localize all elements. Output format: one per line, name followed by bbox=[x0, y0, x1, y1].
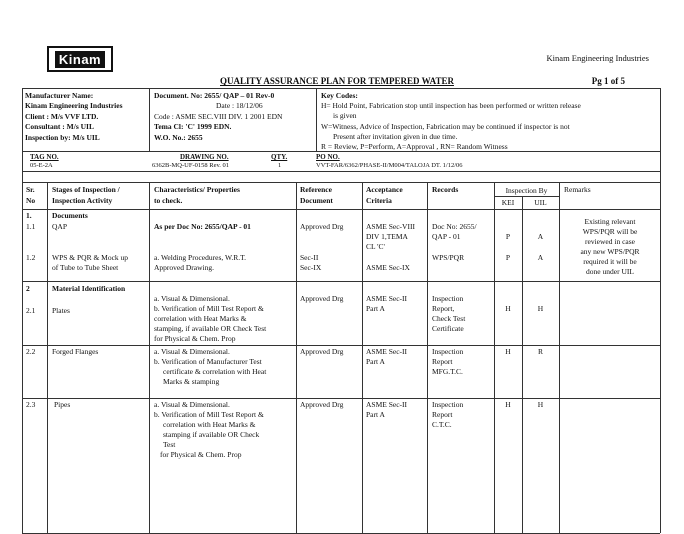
row-2-2-acceptance: Part A bbox=[366, 357, 385, 366]
row-1-1-uil: A bbox=[537, 232, 544, 241]
row-1-2-reference: Sec-II bbox=[300, 253, 319, 262]
row-1-2-stage: WPS & PQR & Mock up bbox=[52, 253, 129, 262]
row-1-2-characteristics: Approved Drawing. bbox=[154, 263, 214, 272]
manufacturer-value: Kinam Engineering Industries bbox=[25, 101, 123, 110]
row-2-3-records: C.T.C. bbox=[432, 420, 452, 429]
row-2-2-characteristics: b. Verification of Manufacturer Test bbox=[154, 357, 262, 366]
row-2-1-characteristics: for Physical & Chem. Prop bbox=[154, 334, 236, 343]
rule bbox=[149, 88, 150, 151]
col-reference: Reference bbox=[300, 185, 332, 194]
row-1-1-stage: QAP bbox=[52, 222, 68, 231]
row-1-2-uil: A bbox=[537, 253, 544, 262]
drawing-value: 6362B-MQ-UF-0158 Rev. 01 bbox=[152, 162, 230, 169]
row-1-no: 1. bbox=[26, 211, 32, 220]
rule bbox=[22, 345, 660, 346]
rule bbox=[427, 182, 428, 533]
document-title: QUALITY ASSURANCE PLAN FOR TEMPERED WATER bbox=[220, 76, 454, 86]
key-code-witness: W=Witness, Advice of Inspection, Fabrication may be continued if inspector is not bbox=[321, 122, 570, 131]
work-order: W.O. No.: 2655 bbox=[154, 133, 203, 142]
key-code-hold-cont: is given bbox=[333, 111, 357, 120]
col-acceptance: Acceptance bbox=[366, 185, 403, 194]
col-stages-2: Inspection Activity bbox=[52, 196, 113, 205]
row-2-2-uil: R bbox=[537, 347, 543, 356]
col-records: Records bbox=[432, 185, 459, 194]
drawing-label: DRAWING NO. bbox=[180, 153, 229, 161]
key-code-hold: H= Hold Point, Fabrication stop until inspection has been performed or written release bbox=[321, 101, 581, 110]
row-2-1-no: 2.1 bbox=[26, 306, 36, 315]
row-2-3-acceptance: Part A bbox=[366, 410, 385, 419]
col-characteristics: Characteristics/ Properties bbox=[154, 185, 240, 194]
row-2-3-uil: H bbox=[537, 400, 544, 409]
key-code-review: R = Review, P=Perform, A=Approval , RN= Random Witness bbox=[321, 142, 508, 151]
row-2-3-no: 2.3 bbox=[26, 400, 36, 409]
rule bbox=[149, 182, 150, 533]
row-2-1-characteristics: stamping, if available OR Check Test bbox=[154, 324, 267, 333]
row-2-1-acceptance: ASME Sec-II bbox=[366, 294, 408, 303]
row-1-2-records: WPS/PQR bbox=[432, 253, 465, 262]
row-2-1-records: Report, bbox=[432, 304, 455, 313]
client: Client : M/s VVF LTD. bbox=[25, 112, 99, 121]
row-1-1-acceptance: CL 'C' bbox=[366, 242, 385, 251]
row-2-1-stage: Plates bbox=[52, 306, 70, 315]
key-codes-label: Key Codes: bbox=[321, 91, 358, 100]
col-stages: Stages of Inspection / bbox=[52, 185, 120, 194]
remarks-text: required it will be bbox=[583, 257, 637, 266]
rule bbox=[494, 196, 559, 197]
row-1-1-acceptance: ASME Sec-VIII bbox=[366, 222, 415, 231]
row-2-3-characteristics: stamping if available OR Check bbox=[163, 430, 260, 439]
col-srno-2: No bbox=[26, 196, 36, 205]
row-1-2-characteristics: a. Welding Procedures, W.R.T. bbox=[154, 253, 247, 262]
row-2-1-reference: Approved Drg bbox=[300, 294, 344, 303]
remarks-text: reviewed in case bbox=[585, 237, 635, 246]
row-1-2-acceptance: ASME Sec-IX bbox=[366, 263, 410, 272]
row-1-1-no: 1.1 bbox=[26, 222, 36, 231]
row-1-1-reference: Approved Drg bbox=[300, 222, 344, 231]
row-2-3-stage: Pipes bbox=[54, 400, 71, 409]
rule bbox=[316, 88, 317, 151]
row-1-2-no: 1.2 bbox=[26, 253, 36, 262]
row-2-1-records: Certificate bbox=[432, 324, 464, 333]
row-2-2-characteristics: a. Visual & Dimensional. bbox=[154, 347, 230, 356]
row-2-title: Material Identification bbox=[52, 284, 126, 293]
col-characteristics-2: to check. bbox=[154, 196, 183, 205]
company-name: Kinam Engineering Industries bbox=[546, 53, 649, 63]
rule bbox=[22, 182, 660, 183]
row-1-1-acceptance: DIV 1,TEMA bbox=[366, 232, 408, 241]
row-2-2-characteristics: certificate & correlation with Heat bbox=[163, 367, 267, 376]
col-kei: KEI bbox=[501, 198, 515, 207]
page-number: Pg 1 of 5 bbox=[591, 76, 625, 86]
row-2-3-characteristics: b. Verification of Mill Test Report & bbox=[154, 410, 264, 419]
row-2-2-records: Inspection bbox=[432, 347, 464, 356]
row-2-2-kei: H bbox=[505, 347, 511, 356]
manufacturer-label: Manufacturer Name: bbox=[25, 91, 94, 100]
consultant: Consultant : M/s UIL bbox=[25, 122, 94, 131]
row-2-2-reference: Approved Drg bbox=[300, 347, 344, 356]
col-srno: Sr. bbox=[26, 185, 35, 194]
row-2-2-records: MFG.T.C. bbox=[432, 367, 463, 376]
tema-class: Tema Cl: 'C' 1999 EDN. bbox=[154, 122, 232, 131]
row-1-1-characteristics: As per Doc No: 2655/QAP - 01 bbox=[154, 222, 251, 231]
row-2-1-characteristics: correlation with Heat Marks & bbox=[154, 314, 247, 323]
row-2-3-kei: H bbox=[505, 400, 511, 409]
qty-label: QTY. bbox=[271, 153, 288, 161]
inspection-by: Inspection by: M/s UIL bbox=[25, 133, 100, 142]
rule bbox=[362, 182, 363, 533]
key-code-witness-cont: Present after invitation given in due time. bbox=[333, 132, 458, 141]
col-remarks: Remarks bbox=[564, 185, 591, 194]
rule bbox=[296, 182, 297, 533]
row-2-1-characteristics: a. Visual & Dimensional. bbox=[154, 294, 230, 303]
row-2-2-records: Report bbox=[432, 357, 453, 366]
tag-value: 05-E-2A bbox=[30, 162, 53, 169]
document-date: Date : 18/12/06 bbox=[216, 101, 263, 110]
qty-value: 1 bbox=[278, 162, 282, 169]
row-1-2-reference: Sec-IX bbox=[300, 263, 322, 272]
row-1-1-records: Doc No: 2655/ bbox=[432, 222, 477, 231]
row-2-1-kei: H bbox=[505, 304, 511, 313]
po-label: PO NO. bbox=[316, 153, 340, 161]
remarks-text: any new WPS/PQR bbox=[580, 247, 640, 256]
rule bbox=[22, 88, 660, 89]
row-2-3-characteristics: a. Visual & Dimensional. bbox=[154, 400, 230, 409]
row-2-no: 2 bbox=[26, 284, 30, 293]
document-number: Document. No: 2655/ QAP – 01 Rev-0 bbox=[154, 91, 275, 100]
row-2-1-characteristics: b. Verification of Mill Test Report & bbox=[154, 304, 264, 313]
row-2-3-characteristics: for Physical & Chem. Prop bbox=[160, 450, 242, 459]
row-2-2-characteristics: Marks & stamping bbox=[163, 377, 220, 386]
col-acceptance-2: Criteria bbox=[366, 196, 392, 205]
company-logo: Kinam bbox=[47, 46, 113, 72]
rule bbox=[22, 281, 660, 282]
row-2-1-uil: H bbox=[537, 304, 544, 313]
rule bbox=[522, 196, 523, 533]
rule bbox=[22, 398, 660, 399]
remarks-text: Existing relevant bbox=[584, 217, 636, 226]
rule bbox=[22, 171, 660, 172]
col-reference-2: Document bbox=[300, 196, 333, 205]
po-value: VVT-FAR/6362/PHASE-II/M004/TALOJA DT. 1/12/06 bbox=[316, 162, 463, 169]
row-2-3-records: Report bbox=[432, 410, 453, 419]
rule bbox=[22, 209, 660, 210]
remarks-text: WPS/PQR will be bbox=[582, 227, 638, 236]
row-2-3-characteristics: Test bbox=[163, 440, 176, 449]
row-2-3-records: Inspection bbox=[432, 400, 464, 409]
row-2-1-acceptance: Part A bbox=[366, 304, 385, 313]
row-2-3-characteristics: correlation with Heat Marks & bbox=[163, 420, 256, 429]
row-2-2-acceptance: ASME Sec-II bbox=[366, 347, 408, 356]
tag-label: TAG NO. bbox=[30, 153, 59, 161]
row-1-2-stage: of Tube to Tube Sheet bbox=[52, 263, 119, 272]
row-1-2-kei: P bbox=[505, 253, 511, 262]
row-2-1-records: Inspection bbox=[432, 294, 464, 303]
row-1-title: Documents bbox=[52, 211, 88, 220]
row-2-1-records: Check Test bbox=[432, 314, 466, 323]
row-2-2-stage: Forged Flanges bbox=[52, 347, 99, 356]
design-code: Code : ASME SEC.VIII DIV. 1 2001 EDN bbox=[154, 112, 283, 121]
col-inspection-by: Inspection By bbox=[505, 186, 548, 195]
remarks-text: done under UIL bbox=[586, 267, 634, 276]
rule bbox=[47, 182, 48, 533]
row-1-1-kei: P bbox=[505, 232, 511, 241]
row-1-1-records: QAP - 01 bbox=[432, 232, 461, 241]
row-2-3-reference: Approved Drg bbox=[300, 400, 344, 409]
col-uil: UIL bbox=[534, 198, 547, 207]
rule bbox=[22, 88, 23, 533]
rule bbox=[660, 88, 661, 533]
row-2-3-acceptance: ASME Sec-II bbox=[366, 400, 408, 409]
row-2-2-no: 2.2 bbox=[26, 347, 36, 356]
